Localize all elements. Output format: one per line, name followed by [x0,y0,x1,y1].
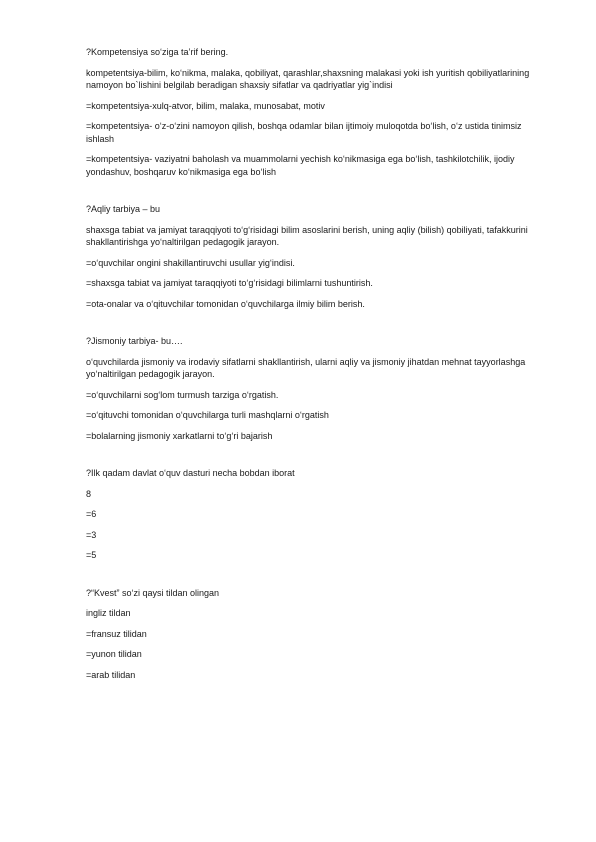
answer-option: =arab tilidan [86,669,136,680]
answer-option: =o‘quvchilar ongini shakillantiruvchi usullar yig‘indisi. [86,257,295,268]
answer-option: =5 [86,550,97,560]
question-block-2 [86,203,546,310]
answer-option: =yunon tilidan [86,649,142,659]
answer-correct: kompetentsiya-bilim, ko‘nikma, malaka, qobiliyat, qarashlar,shaxsning malakasi yoki ish yuritish qobiliyatlarining namoyon bo`lishini belgilab beradigan shaxsiy sifatlar va qadriyatlar yig`indisi [86,67,530,90]
answer-option: =kompetentsiya-xulq-atvor, bilim, malaka, munosabat, motiv [86,100,325,111]
answer-correct: ingliz tildan [86,608,131,618]
question-block-4 [86,467,546,562]
question-block-1 [86,46,546,178]
document-content [86,46,546,706]
answer-option: =o‘quvchilarni sog‘lom turmush tarziga o‘rgatish. [86,389,279,400]
answer-correct: 8 [86,488,92,499]
question-text: ?Ilk qadam davlat o‘quv dasturi necha bobdan iborat [86,468,295,478]
question-text: ?“Kvest” so‘zi qaysi tildan olingan [86,587,220,598]
answer-option: =3 [86,529,97,540]
answer-option: =kompetentsiya- o‘z-o‘zini namoyon qilish, boshqa odamlar bilan ijtimoiy muloqotda bo‘lish, o‘z ustida tinimsiz ishlash [86,121,522,144]
answer-option: =kompetentsiya- vaziyatni baholash va muammolarni yechish ko‘nikmasiga ega bo‘lish, tashkilotchilik, ijodiy yondashuv, boshqaruv ko‘nikmasiga ega bo‘lish [86,154,515,177]
answer-option: =bolalarning jismoniy xarkatlarni to‘g‘ri bajarish [86,430,273,441]
question-text: ?Kompetensiya so‘ziga ta’rif bering. [86,47,229,57]
answer-option: =ota-onalar va o‘qituvchilar tomonidan o‘quvchilarga ilmiy bilim berish. [86,298,365,309]
question-text: ?Aqliy tarbiya – bu [86,204,161,214]
answer-option: =fransuz tilidan [86,628,147,639]
question-block-5 [86,587,546,682]
answer-correct: shaxsga tabiat va jamiyat taraqqiyoti to‘g‘risidagi bilim asoslarini berish, uning aqliy (bilish) qobiliyati, tafakkurini shakllantirishga yo‘naltirilgan pedagogik jarayon. [86,224,528,247]
answer-option: =shaxsga tabiat va jamiyat taraqqiyoti to‘g‘risidagi bilimlarni tushuntirish. [86,278,373,288]
answer-correct: o‘quvchilarda jismoniy va irodaviy sifatlarni shakllantirish, ularni aqliy va jismoniy jihatdan mehnat tayyorlashga yo‘naltirilgan pedagogik jarayon. [86,356,526,379]
answer-option: =6 [86,509,97,519]
question-text: ?Jismoniy tarbiya- bu…. [86,336,183,346]
question-block-3 [86,335,546,442]
answer-option: =o‘qituvchi tomonidan o‘quvchilarga turli mashqlarni o‘rgatish [86,410,329,420]
